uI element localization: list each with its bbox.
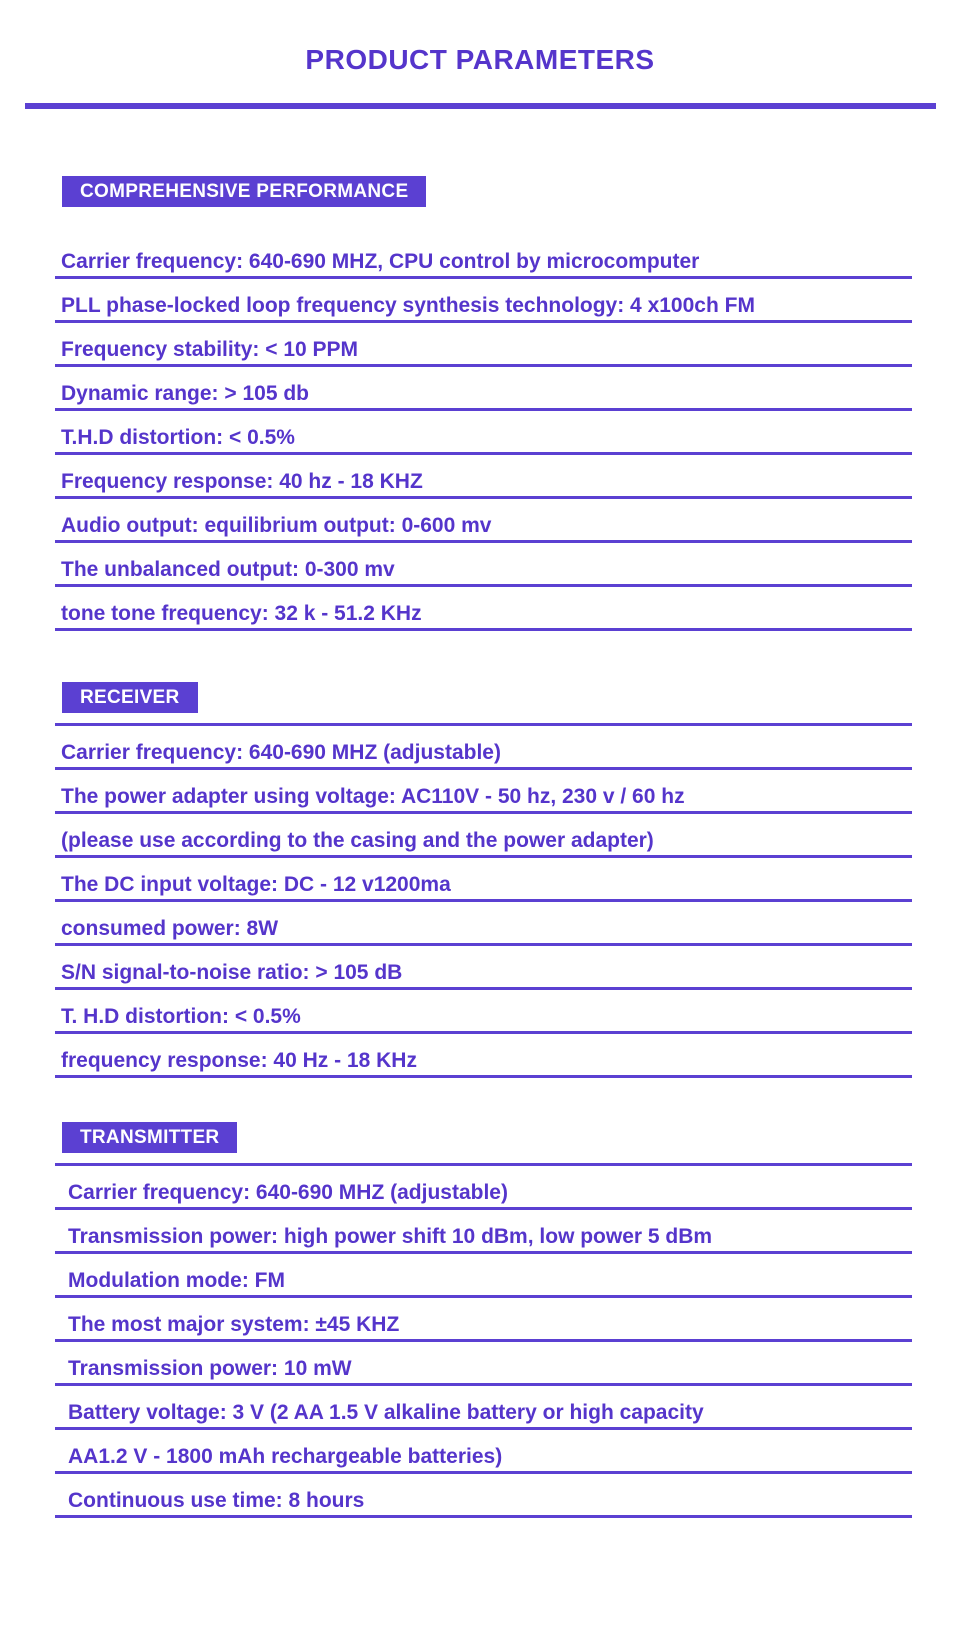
spec-row bbox=[55, 207, 912, 279]
spec-text: Battery voltage: 3 V (2 AA 1.5 V alkaline battery or high capacity bbox=[68, 1401, 704, 1424]
spec-text: T.H.D distortion: < 0.5% bbox=[61, 426, 295, 449]
spec-text: Dynamic range: > 105 db bbox=[61, 382, 310, 405]
spec-row bbox=[55, 726, 912, 770]
spec-text: consumed power: 8W bbox=[61, 917, 279, 940]
spec-row bbox=[55, 1298, 912, 1342]
section-receiver bbox=[0, 682, 960, 1078]
section-comprehensive-performance bbox=[0, 176, 960, 631]
spec-text: tone tone frequency: 32 k - 51.2 KHz bbox=[61, 602, 422, 625]
spec-row bbox=[55, 587, 912, 631]
spec-text: PLL phase-locked loop frequency synthesis technology: 4 x100ch FM bbox=[61, 294, 755, 317]
spec-rows bbox=[55, 207, 912, 631]
spec-row bbox=[55, 902, 912, 946]
spec-row bbox=[55, 543, 912, 587]
spec-row bbox=[55, 367, 912, 411]
spec-row bbox=[55, 770, 912, 814]
spec-row bbox=[55, 411, 912, 455]
section-header bbox=[62, 176, 426, 207]
spec-text: Continuous use time: 8 hours bbox=[68, 1489, 365, 1512]
section-label: TRANSMITTER bbox=[80, 1127, 220, 1148]
section-header bbox=[62, 682, 198, 713]
spec-row bbox=[55, 455, 912, 499]
spec-row bbox=[55, 323, 912, 367]
spec-row bbox=[55, 1474, 912, 1518]
spec-row bbox=[55, 990, 912, 1034]
spec-text: The DC input voltage: DC - 12 v1200ma bbox=[61, 873, 451, 896]
section-label: COMPREHENSIVE PERFORMANCE bbox=[80, 181, 409, 202]
spec-row bbox=[55, 1166, 912, 1210]
spec-text: Transmission power: high power shift 10 dBm, low power 5 dBm bbox=[68, 1225, 713, 1248]
spec-row bbox=[55, 1342, 912, 1386]
spec-row bbox=[55, 946, 912, 990]
spec-row bbox=[55, 1386, 912, 1430]
spec-text: Carrier frequency: 640-690 MHZ (adjustable) bbox=[68, 1181, 508, 1204]
page-title: PRODUCT PARAMETERS bbox=[305, 44, 655, 75]
spec-text: AA1.2 V - 1800 mAh rechargeable batteries) bbox=[68, 1445, 503, 1468]
spec-text: The power adapter using voltage: AC110V - 50 hz, 230 v / 60 hz bbox=[61, 785, 685, 808]
spec-text: T. H.D distortion: < 0.5% bbox=[61, 1005, 301, 1028]
title-divider bbox=[25, 103, 936, 109]
spec-text: Transmission power: 10 mW bbox=[68, 1357, 352, 1380]
section-label: RECEIVER bbox=[80, 687, 180, 708]
section-transmitter bbox=[0, 1122, 960, 1518]
spec-row bbox=[55, 1210, 912, 1254]
spec-rows bbox=[55, 1166, 912, 1518]
product-parameters-page bbox=[0, 44, 960, 1518]
spec-row bbox=[55, 858, 912, 902]
spec-row bbox=[55, 1034, 912, 1078]
spec-rows bbox=[55, 726, 912, 1078]
spec-text: Frequency response: 40 hz - 18 KHZ bbox=[61, 470, 423, 493]
section-header bbox=[62, 1122, 237, 1153]
spec-text: Modulation mode: FM bbox=[68, 1269, 285, 1292]
spec-row bbox=[55, 1254, 912, 1298]
spec-sections bbox=[0, 176, 960, 1518]
spec-row bbox=[55, 279, 912, 323]
spec-row bbox=[55, 814, 912, 858]
spec-text: Frequency stability: < 10 PPM bbox=[61, 338, 359, 361]
spec-text: (please use according to the casing and the power adapter) bbox=[61, 829, 654, 852]
spec-text: Carrier frequency: 640-690 MHZ (adjustable) bbox=[61, 741, 501, 764]
spec-text: frequency response: 40 Hz - 18 KHz bbox=[61, 1049, 417, 1072]
spec-row bbox=[55, 1430, 912, 1474]
spec-text: The most major system: ±45 KHZ bbox=[68, 1313, 400, 1336]
spec-text: The unbalanced output: 0-300 mv bbox=[61, 558, 395, 581]
spec-text: S/N signal-to-noise ratio: > 105 dB bbox=[61, 961, 403, 984]
spec-text: Audio output: equilibrium output: 0-600 mv bbox=[61, 514, 492, 537]
spec-text: Carrier frequency: 640-690 MHZ, CPU control by microcomputer bbox=[61, 250, 700, 273]
spec-row bbox=[55, 499, 912, 543]
